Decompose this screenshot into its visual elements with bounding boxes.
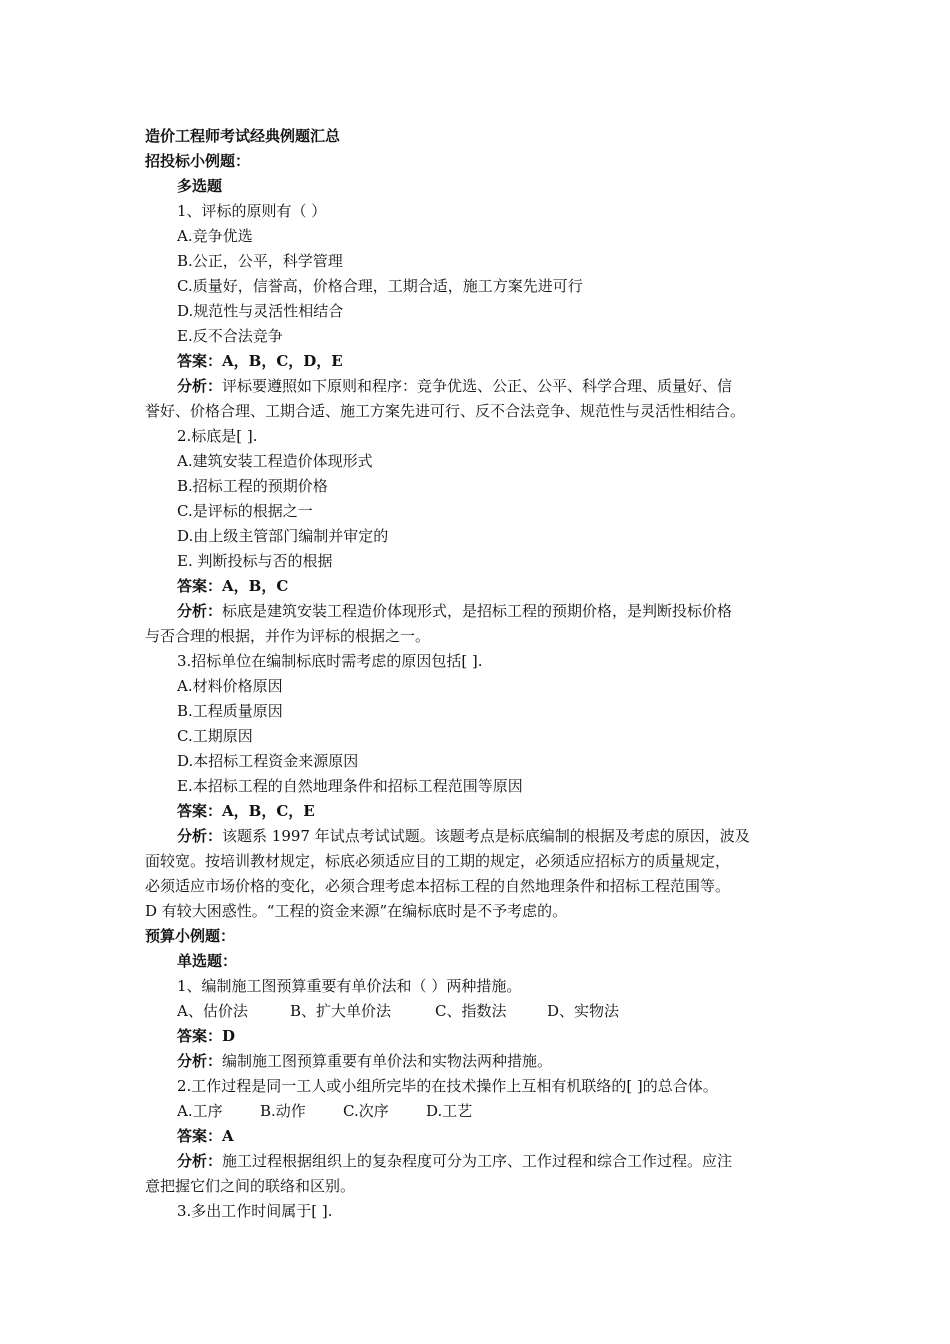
option-2-2-d: D.工艺 [426, 1102, 473, 1120]
analysis-1-1-line2: 誉好、价格合理、工期合适、施工方案先进可行、反不合法竞争、规范性与灵活性相结合。 [145, 402, 746, 420]
options-row-2-2 [177, 1099, 820, 1124]
analysis-2-1-line1 [177, 1049, 820, 1074]
analysis-text: 施工过程根据组织上的复杂程度可分为工序、工作过程和综合工作过程。应注 [222, 1152, 733, 1170]
section-heading-budget: 预算小例题： [145, 927, 236, 945]
question-2-2: 2.工作过程是同一工人或小组所完毕的在技术操作上互相有机联络的[ ]的总合体。 [177, 1077, 718, 1095]
option-2-1-a: A、估价法 [177, 1002, 248, 1020]
option-2-1-b: B、扩大单价法 [290, 1002, 392, 1020]
analysis-label: 分析： [177, 1052, 223, 1070]
answer-2-1: 答案：D [177, 1027, 236, 1045]
analysis-label: 分析： [177, 827, 223, 845]
option-1-1-d: D.规范性与灵活性相结合 [177, 302, 344, 320]
option-1-1-e: E.反不合法竞争 [177, 327, 283, 345]
option-1-2-c: C.是评标的根据之一 [177, 502, 313, 520]
answer-1-3: 答案：A，B，C，E [177, 802, 315, 820]
analysis-1-3-line2: 面较宽。按培训教材规定，标底必须适应目的工期的规定，必须适应招标方的质量规定， [145, 852, 731, 870]
analysis-text: 该题系 1997 年试点考试试题。该题考点是标底编制的根据及考虑的原因，波及 [222, 827, 750, 845]
analysis-2-2-line2: 意把握它们之间的联络和区别。 [145, 1177, 356, 1195]
option-2-2-b: B.动作 [260, 1102, 306, 1120]
question-type-single: 单选题： [177, 952, 238, 970]
analysis-1-2-line2: 与否合理的根据，并作为评标的根据之一。 [145, 627, 431, 645]
option-1-3-a: A.材料价格原因 [177, 677, 283, 695]
option-1-3-d: D.本招标工程资金来源原因 [177, 752, 359, 770]
question-2-1: 1、编制施工图预算重要有单价法和（ ）两种措施。 [177, 977, 522, 995]
analysis-1-3-line1 [177, 824, 820, 849]
option-1-2-d: D.由上级主管部门编制并审定的 [177, 527, 389, 545]
analysis-text: 编制施工图预算重要有单价法和实物法两种措施。 [222, 1052, 553, 1070]
analysis-1-1-line1 [177, 374, 820, 399]
question-1-1: 1、评标的原则有（ ） [177, 202, 327, 220]
option-2-1-d: D、实物法 [547, 1002, 620, 1020]
analysis-text: 评标要遵照如下原则和程序：竞争优选、公正、公平、科学合理、质量好、信 [222, 377, 733, 395]
analysis-1-3-line3: 必须适应市场价格的变化，必须合理考虑本招标工程的自然地理条件和招标工程范围等。 [145, 877, 731, 895]
option-1-3-e: E.本招标工程的自然地理条件和招标工程范围等原因 [177, 777, 523, 795]
question-type-multi: 多选题 [177, 177, 223, 195]
analysis-text: 标底是建筑安装工程造价体现形式，是招标工程的预期价格，是判断投标价格 [222, 602, 733, 620]
question-2-3: 3.多出工作时间属于[ ]. [177, 1202, 333, 1220]
options-row-2-1 [177, 999, 820, 1024]
option-1-1-c: C.质量好，信誉高，价格合理，工期合适，施工方案先进可行 [177, 277, 583, 295]
analysis-2-2-line1 [177, 1149, 820, 1174]
option-1-3-c: C.工期原因 [177, 727, 253, 745]
analysis-1-2-line1 [177, 599, 820, 624]
option-2-2-a: A.工序 [177, 1102, 223, 1120]
option-2-1-c: C、指数法 [435, 1002, 507, 1020]
option-1-2-e: E. 判断投标与否的根据 [177, 552, 333, 570]
section-heading-bidding: 招投标小例题： [145, 152, 251, 170]
question-1-3: 3.招标单位在编制标底时需考虑的原因包括[ ]. [177, 652, 483, 670]
answer-1-2: 答案：A，B，C [177, 577, 289, 595]
analysis-label: 分析： [177, 377, 223, 395]
option-1-2-b: B.招标工程的预期价格 [177, 477, 328, 495]
document-title: 造价工程师考试经典例题汇总 [145, 127, 341, 145]
option-1-3-b: B.工程质量原因 [177, 702, 283, 720]
analysis-1-3-line4: D 有较大困惑性。“工程的资金来源”在编标底时是不予考虑的。 [145, 902, 568, 920]
question-1-2: 2.标底是[ ]. [177, 427, 258, 445]
analysis-label: 分析： [177, 602, 223, 620]
option-1-1-b: B.公正，公平，科学管理 [177, 252, 343, 270]
option-2-2-c: C.次序 [343, 1102, 389, 1120]
answer-1-1: 答案：A，B，C，D，E [177, 352, 343, 370]
analysis-label: 分析： [177, 1152, 223, 1170]
answer-2-2: 答案：A [177, 1127, 234, 1145]
option-1-2-a: A.建筑安装工程造价体现形式 [177, 452, 373, 470]
option-1-1-a: A.竞争优选 [177, 227, 253, 245]
